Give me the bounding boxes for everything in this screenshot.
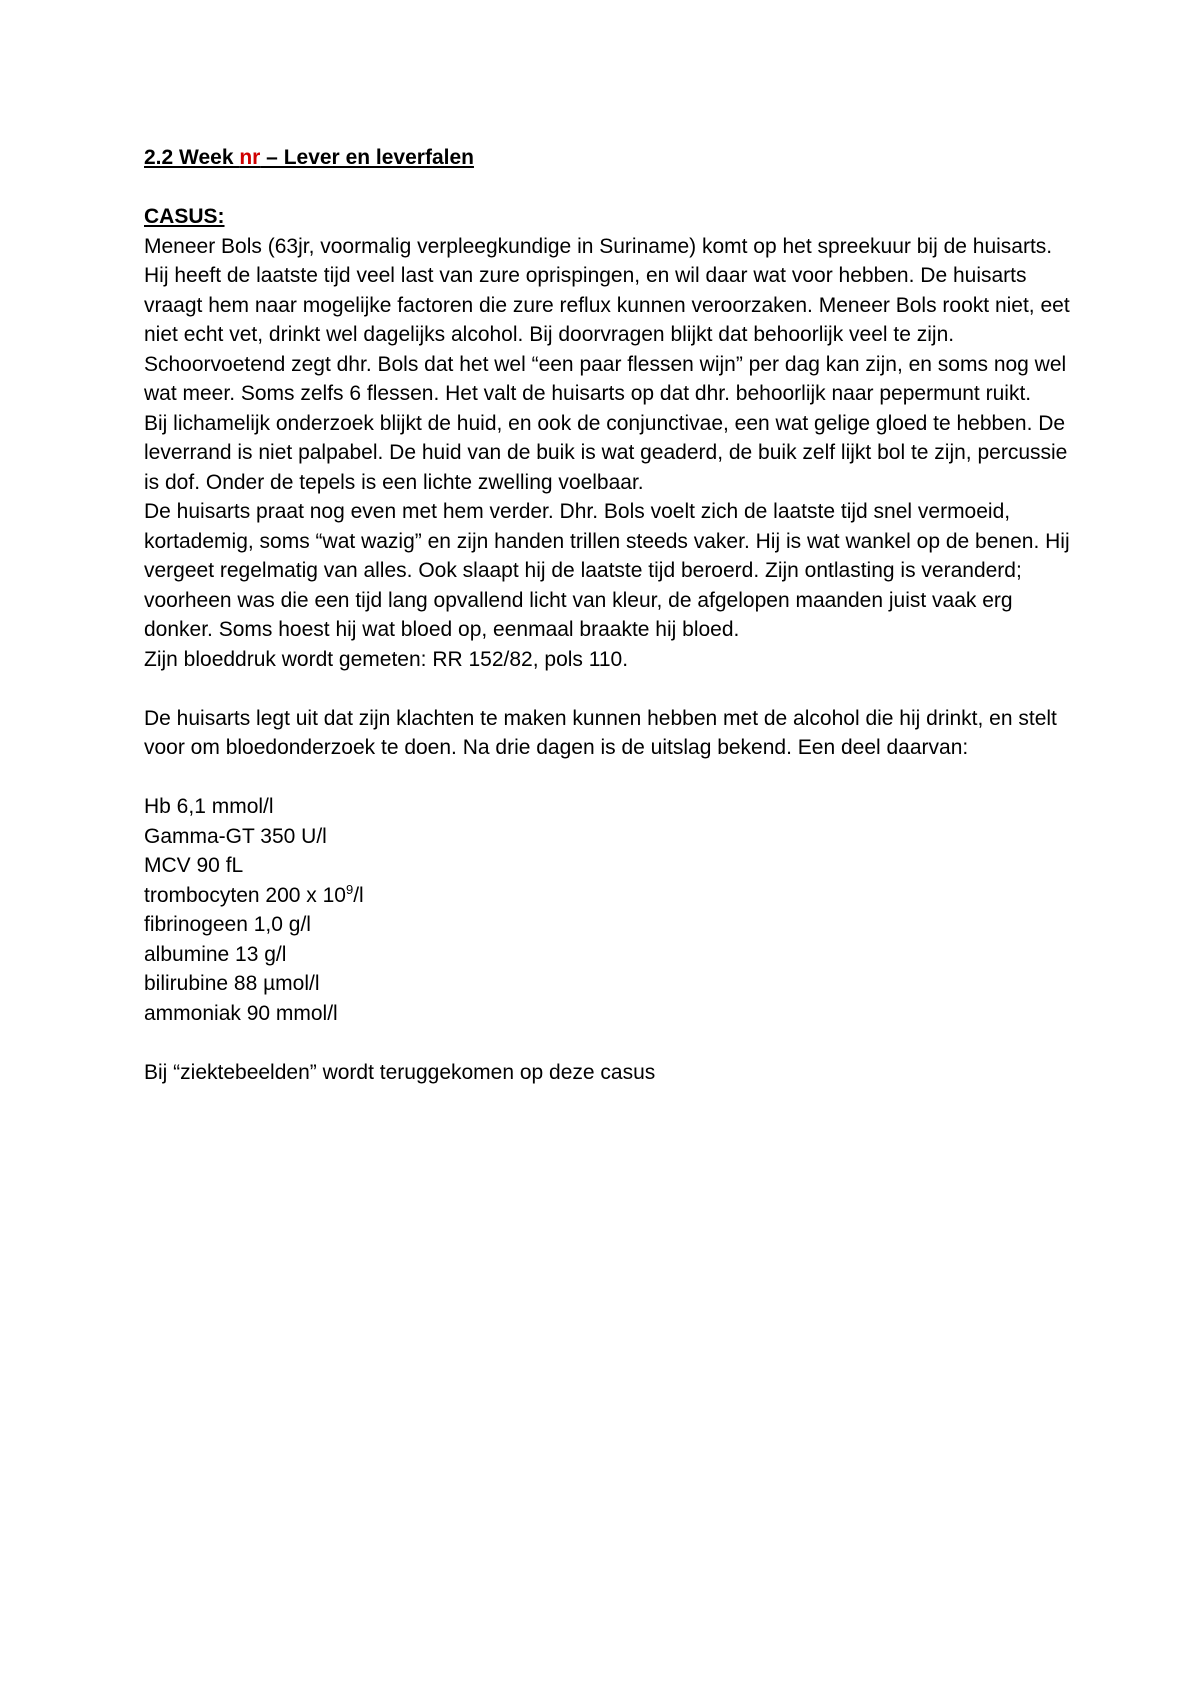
- blank-line: [144, 1028, 1074, 1058]
- lab-result-gamma-gt: Gamma-GT 350 U/l: [144, 824, 327, 848]
- lab-result-hb: Hb 6,1 mmol/l: [144, 795, 274, 818]
- title-prefix: 2.2 Week: [144, 146, 240, 169]
- case-paragraph-lab-intro: De huisarts legt uit dat zijn klachten te maken kunnen hebben met de alcohol die hij drinkt, en stelt voor om bloedonderzoek te doen. Na drie dagen is de uitslag bekend. Een deel daarvan:: [144, 706, 1057, 759]
- lab-result-mcv: MCV 90 fL: [144, 854, 244, 877]
- blank-line: [144, 173, 1074, 203]
- lab-result-trombocyten: [144, 881, 1074, 911]
- closing-line: Bij “ziektebeelden” wordt teruggekomen op deze casus: [144, 1060, 656, 1084]
- lab-result-albumine: albumine 13 g/l: [144, 942, 287, 966]
- blank-line: [144, 763, 1074, 793]
- document-title: [144, 143, 1074, 173]
- lab-results-list: [144, 792, 1074, 1028]
- blank-line: [144, 674, 1074, 704]
- case-paragraph-exam: Bij lichamelijk onderzoek blijkt de huid, en ook de conjunctivae, een wat gelige gloed te hebben. De leverrand is niet palpabel. De huid van de buik is wat geaderd, de buik zelf lijkt bol te zijn, percussie is dof. Onder de tepels is een lichte zwelling voelbaar.: [144, 411, 1068, 494]
- document-page: [144, 143, 1074, 1087]
- lab-result-ammoniak: ammoniak 90 mmol/l: [144, 1001, 338, 1025]
- trombocyten-unit: /l: [353, 883, 364, 907]
- case-paragraph-intro: Meneer Bols (63jr, voormalig verpleegkundige in Suriname) komt op het spreekuur bij de huisarts. Hij heeft de laatste tijd veel last van zure oprispingen, en wil daar wat voor hebben. De huisarts vraagt hem naar mogelijke factoren die zure reflux kunnen veroorzaken. Meneer Bols rookt niet, eet niet echt vet, drinkt wel dagelijks alcohol. Bij doorvragen blijkt dat behoorlijk veel te zijn. Schoorvoetend zegt dhr. Bols dat het wel “een paar flessen wijn” per dag kan zijn, en soms nog wel wat meer. Soms zelfs 6 flessen. Het valt de huisarts op dat dhr. behoorlijk naar pepermunt ruikt.: [144, 234, 1070, 405]
- trombocyten-text: trombocyten 200 x 10: [144, 883, 346, 907]
- lab-result-fibrinogeen: fibrinogeen 1,0 g/l: [144, 913, 311, 936]
- casus-label: CASUS:: [144, 205, 225, 228]
- case-paragraph-vitals: Zijn bloeddruk wordt gemeten: RR 152/82, pols 110.: [144, 647, 629, 671]
- title-suffix: – Lever en leverfalen: [260, 146, 474, 169]
- trombocyten-exponent: 9: [345, 881, 354, 897]
- title-highlight: nr: [239, 146, 261, 169]
- case-paragraph-history: De huisarts praat nog even met hem verder. Dhr. Bols voelt zich de laatste tijd snel vermoeid, kortademig, soms “wat wazig” en zijn handen trillen steeds vaker. Hij is wat wankel op de benen. Hij vergeet regelmatig van alles. Ook slaapt hij de laatste tijd beroerd. Zijn ontlasting is veranderd; voorheen was die een tijd lang opvallend licht van kleur, de afgelopen maanden juist vaak erg donker. Soms hoest hij wat bloed op, eenmaal braakte hij bloed.: [144, 500, 1070, 641]
- lab-result-bilirubine: bilirubine 88 µmol/l: [144, 972, 320, 995]
